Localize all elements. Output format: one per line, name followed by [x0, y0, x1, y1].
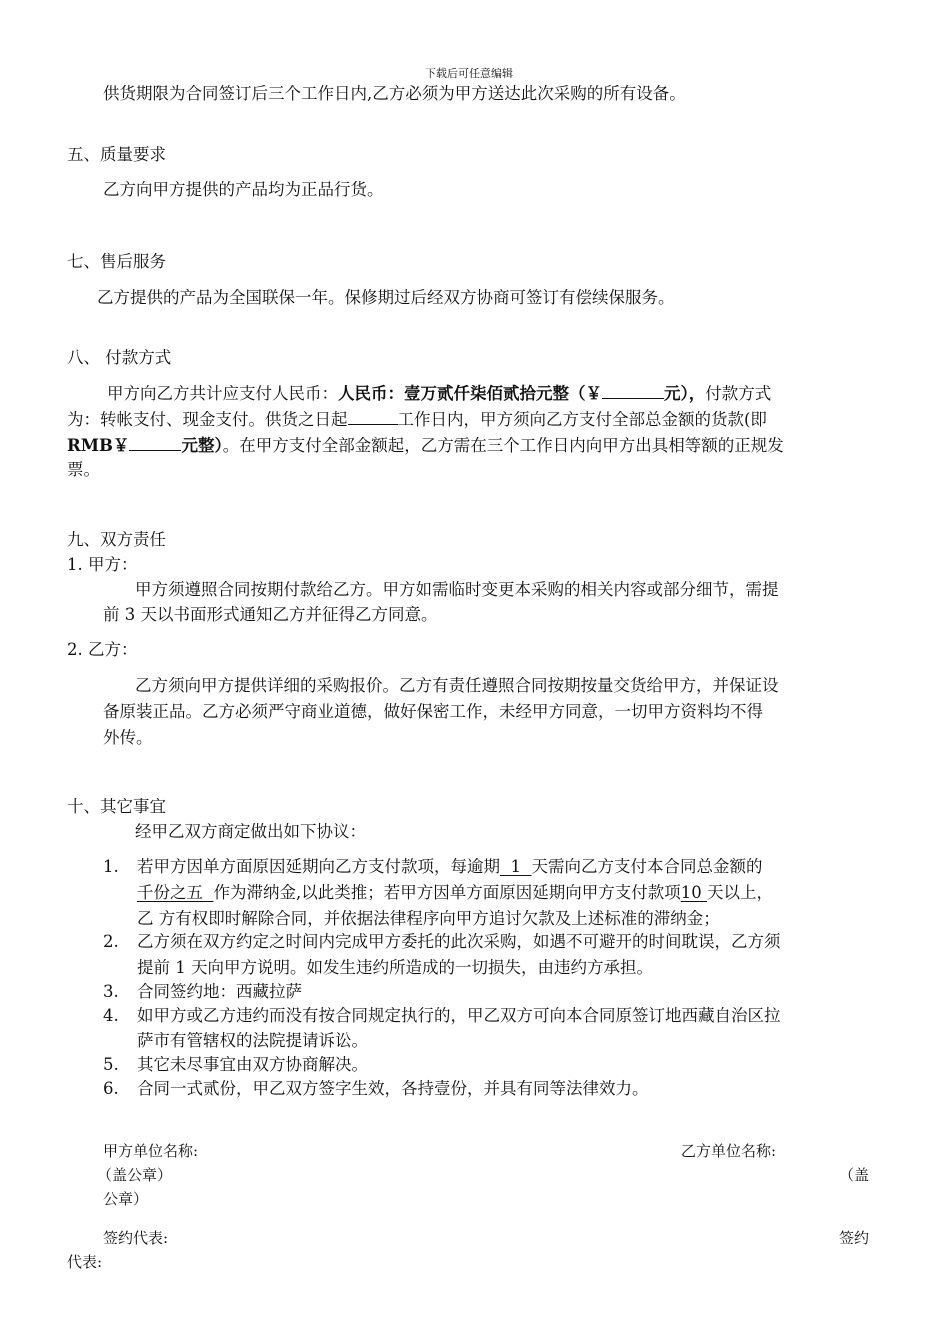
item-2-number: 2. [103, 932, 119, 951]
item-3-number: 3. [103, 982, 119, 1001]
after-sales-heading: 七、售后服务 [67, 252, 166, 271]
payment-total-label: 甲方向乙方共计应支付人民币： [107, 384, 338, 403]
delivery-text: 供货期限为合同签订后三个工作日内,乙方必须为甲方送达此次采购的所有设备。 [103, 84, 686, 103]
party-a-company-label: 甲方单位名称: [103, 1142, 199, 1160]
after-sales-text: 乙方提供的产品为全国联保一年。保修期过后经双方协商可签订有偿续保服务。 [97, 288, 675, 307]
payment-rmb-label: RMB￥ [67, 436, 130, 455]
party-b-line-3: 外传。 [103, 728, 153, 747]
party-b-rep-label-b: 代表: [67, 1253, 103, 1271]
payment-amount-unit: 元）， [664, 384, 706, 403]
party-b-line-1: 乙方须向甲方提供详细的采购报价。乙方有责任遵照合同按期按量交货给甲方，并保证设 [135, 676, 779, 695]
payment-method-label: 付款方式 [705, 384, 772, 403]
item-1-text-b: 天需向乙方支付本合同总金额的 [531, 857, 763, 876]
item-2-text: 乙方须在双方约定之时间内完成甲方委托的此次采购，如遇不可避开的时间耽误，乙方须 [137, 932, 781, 951]
item-6-number: 6. [103, 1079, 119, 1098]
other-intro: 经甲乙双方商定做出如下协议： [135, 822, 366, 841]
other-item-6 [103, 1077, 649, 1101]
payment-invoice-text: 。在甲方支付全部金额起，乙方需在三个工作日内向甲方出具相等额的正规发 [222, 436, 784, 455]
payment-term-text: 工作日内，甲方须向乙方支付全部总金额的货款(即 [397, 410, 767, 429]
other-item-3 [103, 980, 302, 1004]
item-1-days: 1 [500, 857, 532, 876]
item-5-number: 5. [103, 1055, 119, 1074]
payment-days-blank [348, 407, 398, 425]
duties-heading: 九、双方责任 [67, 530, 166, 549]
payment-line-2 [67, 407, 767, 432]
party-b-label: 2. 乙方： [67, 640, 138, 659]
item-1-text-c: 作为滞纳金,以此类推；若甲方因单方面原因延期向甲方支付款项 [213, 883, 681, 902]
quality-heading: 五、质量要求 [67, 145, 166, 164]
party-a-line-2: 前 3 天以书面形式通知乙方并征得乙方同意。 [103, 605, 438, 624]
party-a-rep-label: 签约代表: [103, 1229, 169, 1247]
item-1-text-d: 天以上， [707, 883, 773, 902]
item-5-text: 其它未尽事宜由双方协商解决。 [137, 1055, 368, 1074]
payment-methods: 为：转帐支付、现金支付。供货之日起 [67, 410, 348, 429]
other-item-2-line-2: 提前 1 天向甲方说明。如发生违约所造成的一切损失，由违约方承担。 [137, 958, 653, 977]
other-item-1-line-1 [103, 855, 762, 879]
payment-line-3 [67, 433, 784, 458]
payment-rmb-blank [129, 433, 181, 451]
party-b-line-2: 备原装正品。乙方必须严守商业道德，做好保密工作，未经甲方同意，一切甲方资料均不得 [103, 702, 763, 721]
payment-amount-blank [602, 381, 664, 399]
party-b-seal-label-b: 公章） [103, 1190, 149, 1208]
payment-line-4: 票。 [67, 460, 100, 479]
payment-rmb-unit: 元整） [181, 436, 223, 455]
item-1-text-a: 若甲方因单方面原因延期向乙方支付款项，每逾期 [137, 857, 500, 876]
payment-heading: 八、 付款方式 [67, 348, 172, 367]
party-b-company-label: 乙方单位名称: [681, 1142, 777, 1160]
payment-total-amount: 人民币：壹万贰仟柒佰贰拾元整（￥ [338, 384, 602, 403]
party-a-line-1: 甲方须遵照合同按期付款给乙方。甲方如需临时变更本采购的相关内容或部分细节，需提 [135, 580, 779, 599]
quality-text: 乙方向甲方提供的产品均为正品行货。 [103, 180, 384, 199]
other-heading: 十、其它事宜 [67, 797, 166, 816]
party-b-seal-label-a: （盖 [839, 1166, 870, 1184]
item-1-limit: 10 [680, 883, 707, 902]
item-4-text: 如甲方或乙方违约而没有按合同规定执行的，甲乙双方可向本合同原签订地西藏自治区拉 [137, 1006, 781, 1025]
item-6-text: 合同一式贰份，甲乙双方签字生效，各持壹份，并具有同等法律效力。 [137, 1079, 649, 1098]
header-note: 下载后可任意编辑 [425, 67, 513, 80]
other-item-1-line-3: 乙 方有权即时解除合同，并依据法律程序向甲方追讨欠款及上述标准的滞纳金； [137, 909, 720, 928]
item-1-rate: 千份之五 [137, 883, 214, 902]
party-a-label: 1. 甲方： [67, 555, 138, 574]
other-item-5 [103, 1053, 368, 1077]
other-item-4-line-2: 萨市有管辖权的法院提请诉讼。 [137, 1031, 368, 1050]
other-item-4-line-1 [103, 1004, 781, 1028]
item-3-text: 合同签约地：西藏拉萨 [137, 982, 302, 1001]
item-1-number: 1. [103, 857, 119, 876]
other-item-1-line-2 [137, 881, 773, 905]
payment-line-1 [107, 381, 771, 406]
party-a-seal-label: （盖公章） [97, 1166, 173, 1184]
item-4-number: 4. [103, 1006, 119, 1025]
party-b-rep-label-a: 签约 [839, 1229, 870, 1247]
other-item-2-line-1 [103, 930, 781, 954]
